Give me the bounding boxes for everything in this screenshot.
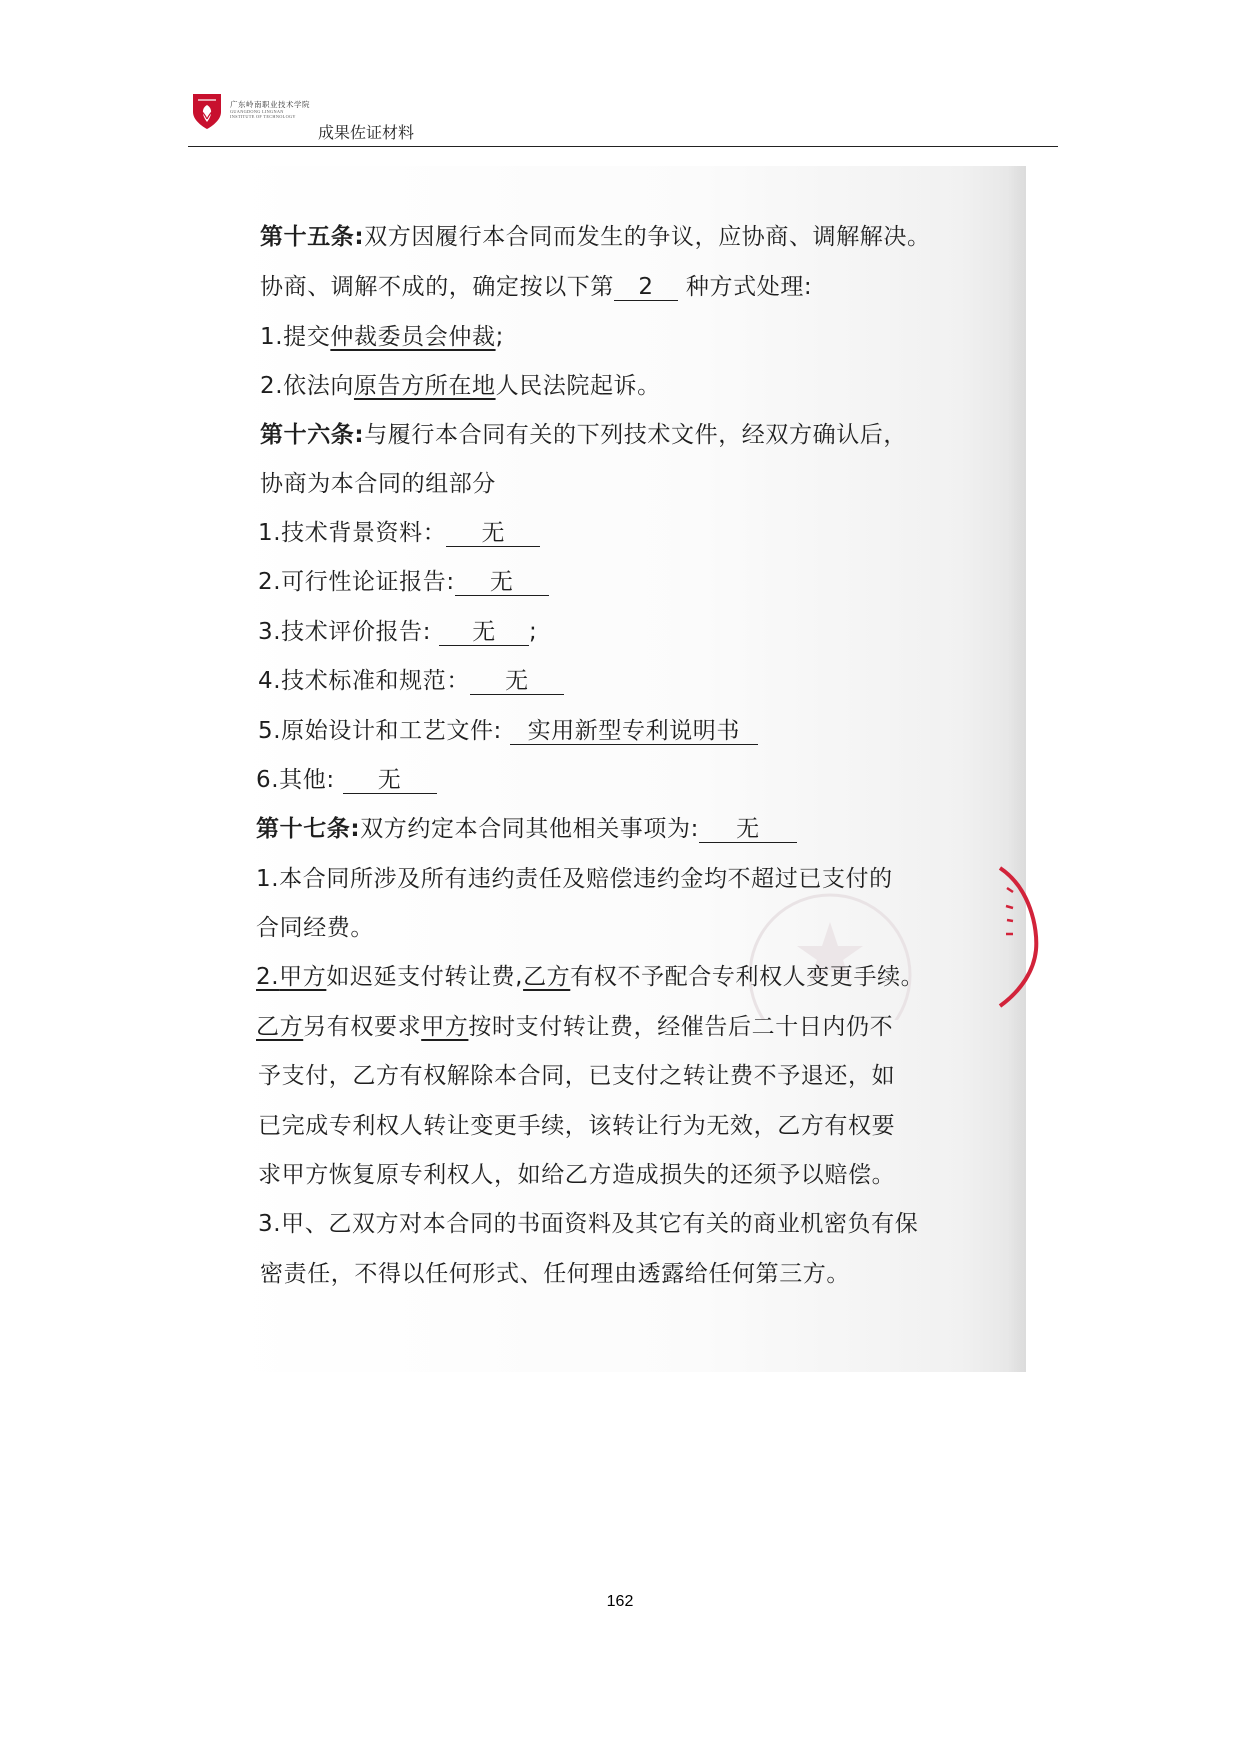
tech-doc-item-4 [258, 662, 564, 695]
article-15-line2 [260, 268, 812, 301]
article-17-heading: 第十七条: [256, 816, 361, 842]
article-17-p2-line5: 求甲方恢复原专利权人，如给乙方造成损失的还须予以赔偿。 [258, 1162, 896, 1188]
page-header [188, 86, 1058, 147]
option2-pre: 2.依法向 [260, 373, 354, 399]
party-b: 乙方 [523, 964, 571, 990]
tech-doc-value: 无 [446, 520, 540, 547]
article-16-text: 与履行本合同有关的下列技术文件，经双方确认后， [364, 422, 908, 448]
article-15-line2-pre: 协商、调解不成的，确定按以下第 [260, 274, 614, 300]
scan-shadow-edge [1008, 166, 1026, 1372]
dispute-method-blank: 2 [614, 274, 678, 301]
p2-text1: 如迟延支付转让费, [326, 964, 524, 990]
school-name-en-line1: GUANGDONG LINGNAN [230, 109, 284, 114]
article-16-line2: 协商为本合同的组部分 [260, 471, 496, 497]
party-b: 乙方 [256, 1014, 304, 1040]
tech-doc-value: 实用新型专利说明书 [510, 718, 758, 745]
tech-doc-label: 3.技术评价报告: [258, 619, 440, 645]
article-17-p2-line3: 予支付，乙方有权解除本合同，已支付之转让费不予退还，如 [258, 1063, 896, 1089]
faded-seal-icon [720, 880, 920, 1020]
article-15-text: 双方因履行本合同而发生的争议，应协商、调解解决。 [364, 224, 931, 250]
article-17-line1 [256, 810, 797, 843]
article-17-p2-line1 [256, 958, 924, 991]
page-number: 162 [606, 1593, 634, 1610]
article-17-p2-line2 [256, 1008, 893, 1041]
option2-post: 人民法院起诉。 [495, 373, 661, 399]
tech-doc-item-3 [258, 613, 537, 646]
school-name-cn: 广东岭南职业技术学院 [230, 100, 310, 109]
tech-doc-suffix: ; [529, 619, 538, 645]
article-17-blank: 无 [699, 816, 797, 843]
tech-doc-value: 无 [439, 619, 529, 646]
p2-num: 2. [256, 964, 280, 990]
school-shield-logo-icon [192, 92, 222, 130]
option1-underlined: 仲裁委员会仲裁 [330, 324, 496, 350]
p2-text2: 有权不予配合专利权人变更手续。 [570, 964, 925, 990]
p2-l2-text1: 另有权要求 [303, 1014, 422, 1040]
article-15-option2 [260, 367, 661, 400]
tech-doc-value: 无 [470, 668, 564, 695]
tech-doc-item-2 [258, 563, 549, 596]
tech-doc-label: 6.其他: [256, 767, 343, 793]
article-16-line1 [260, 416, 907, 449]
p2-l2-text2: 按时支付转让费，经催告后二十日内仍不 [468, 1014, 894, 1040]
option1-pre: 1.提交 [260, 324, 331, 350]
article-15-option1 [260, 318, 504, 351]
tech-doc-label: 4.技术标准和规范： [258, 668, 470, 694]
article-17-p3-line1: 3.甲、乙双方对本合同的书面资料及其它有关的商业机密负有保 [258, 1211, 919, 1237]
header-title: 成果佐证材料 [318, 123, 415, 142]
article-17-p2-line4: 已完成专利权人转让变更手续，该转让行为无效，乙方有权要 [258, 1113, 896, 1139]
tech-doc-label: 2.可行性论证报告: [258, 569, 455, 595]
red-seal-stamp-icon [960, 858, 1130, 1008]
tech-doc-label: 1.技术背景资料： [258, 520, 447, 546]
article-15-heading: 第十五条: [260, 224, 365, 250]
tech-doc-item-1 [258, 514, 540, 547]
article-17-p1-line2: 合同经费。 [256, 915, 374, 941]
school-name-en [230, 109, 298, 119]
tech-doc-item-6 [256, 761, 437, 794]
tech-doc-item-5 [258, 712, 758, 745]
article-16-heading: 第十六条: [260, 422, 365, 448]
school-name-en-line2: INSTITUTE OF TECHNOLOGY [230, 114, 296, 119]
tech-doc-label: 5.原始设计和工艺文件: [258, 718, 510, 744]
tech-doc-value: 无 [455, 569, 549, 596]
article-17-p3-line2: 密责任，不得以任何形式、任何理由透露给任何第三方。 [260, 1261, 850, 1287]
option2-underlined: 原告方所在地 [353, 373, 496, 399]
party-a: 甲方 [421, 1014, 469, 1040]
article-15-line2-post: 种方式处理: [685, 274, 813, 300]
option1-post: ; [495, 324, 504, 350]
tech-doc-value: 无 [343, 767, 437, 794]
article-17-p1-line1: 1.本合同所涉及所有违约责任及赔偿违约金均不超过已支付的 [256, 866, 893, 892]
party-a: 甲方 [279, 964, 327, 990]
article-17-text: 双方约定本合同其他相关事项为: [360, 816, 699, 842]
article-15-line1 [260, 218, 931, 251]
